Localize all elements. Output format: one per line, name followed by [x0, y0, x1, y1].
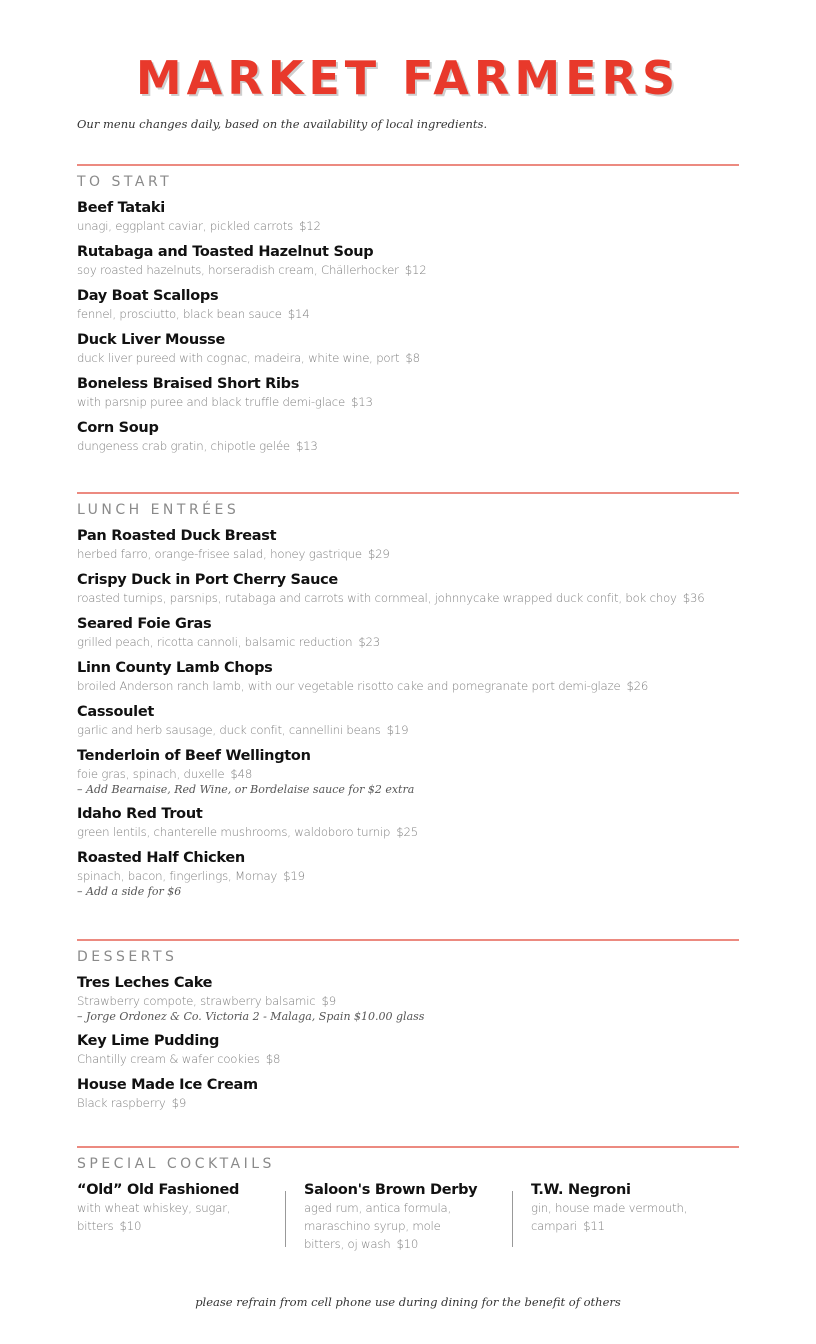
menu-item [77, 419, 739, 455]
menu-item [77, 527, 739, 563]
item-description: duck liver pureed with cognac, madeira, white wine, port $8 [77, 351, 420, 365]
item-price: $23 [358, 635, 381, 649]
column-divider [512, 1191, 513, 1247]
item-price: $11 [583, 1219, 605, 1233]
item-name: Duck Liver Mousse [77, 332, 226, 348]
item-name: Seared Foie Gras [77, 616, 212, 632]
item-name: “Old” Old Fashioned [77, 1182, 240, 1198]
cocktail-columns [77, 1181, 739, 1253]
item-name: Key Lime Pudding [77, 1033, 220, 1049]
section-divider [77, 164, 739, 166]
menu-item [77, 703, 739, 739]
item-description: Chantilly cream & wafer cookies $8 [77, 1052, 281, 1066]
item-price: $9 [171, 1096, 187, 1110]
item-description: broiled Anderson ranch lamb, with our vegetable risotto cake and pomegranate port demi-glaze $26 [77, 679, 649, 693]
item-price: $10 [119, 1219, 142, 1233]
item-price: $29 [367, 547, 390, 561]
menu-item [77, 659, 739, 695]
item-name: Idaho Red Trout [77, 806, 203, 822]
section-divider [77, 492, 739, 494]
item-description: with parsnip puree and black truffle demi-glace $13 [77, 395, 373, 409]
section-special-cocktails [77, 1146, 739, 1253]
menu-item [77, 1032, 739, 1068]
item-description: fennel, prosciutto, black bean sauce $14 [77, 307, 310, 321]
item-price: $9 [321, 994, 336, 1008]
restaurant-title: MARKET FARMERS [135, 51, 681, 105]
menu-item [77, 571, 739, 607]
item-name: House Made Ice Cream [77, 1077, 258, 1093]
item-price: $13 [350, 395, 373, 409]
item-description: dungeness crab gratin, chipotle gelée $13 [77, 439, 318, 453]
item-description: roasted turnips, parsnips, rutabaga and carrots with cornmeal, johnnycake wrapped duck confit, bok choy $36 [77, 591, 705, 605]
item-name: Boneless Braised Short Ribs [77, 376, 300, 392]
item-name: Tres Leches Cake [77, 975, 213, 991]
footer-note: please refrain from cell phone use during dining for the benefit of others [195, 1295, 621, 1309]
item-description: green lentils, chanterelle mushrooms, waldoboro turnip $25 [77, 825, 418, 839]
menu-item [77, 615, 739, 651]
item-name: Cassoulet [77, 704, 155, 720]
item-name: Saloon's Brown Derby [303, 1182, 478, 1198]
item-name: Beef Tataki [77, 200, 165, 216]
item-name: Day Boat Scallops [77, 288, 219, 304]
menu-item [77, 287, 739, 323]
item-name: T.W. Negroni [530, 1182, 631, 1198]
menu-item [77, 747, 739, 797]
item-name: Crispy Duck in Port Cherry Sauce [77, 572, 338, 588]
item-price: $8 [405, 351, 420, 365]
cocktail-item [304, 1181, 512, 1253]
item-name: Corn Soup [77, 420, 159, 436]
cocktail-item [77, 1181, 285, 1253]
menu-item [77, 974, 739, 1024]
item-price: $8 [265, 1052, 281, 1066]
item-description: foie gras, spinach, duxelle $48 [77, 767, 253, 781]
item-price: $48 [230, 767, 253, 781]
section-title: DESSERTS [77, 949, 178, 965]
menu-item [77, 1076, 739, 1112]
item-price: $36 [682, 591, 705, 605]
item-description: grilled peach, ricotta cannoli, balsamic reduction $23 [77, 635, 381, 649]
menu-tagline: Our menu changes daily, based on the availability of local ingredients. [77, 117, 488, 131]
section-divider [77, 939, 739, 941]
column-divider [285, 1191, 286, 1247]
item-description: unagi, eggplant caviar, pickled carrots $12 [77, 219, 321, 233]
menu-item [77, 331, 739, 367]
section-title: SPECIAL COCKTAILS [77, 1156, 275, 1172]
menu-item [77, 243, 739, 279]
menu-item [77, 375, 739, 411]
item-note: – Add Bearnaise, Red Wine, or Bordelaise sauce for $2 extra [77, 783, 415, 796]
item-price: $14 [287, 307, 310, 321]
item-description: aged rum, antica formula, maraschino syrup, mole bitters, oj wash $10 [303, 1201, 451, 1251]
item-price: $12 [404, 263, 427, 277]
section-title: LUNCH ENTRÉES [77, 502, 240, 518]
section-to-start [77, 164, 739, 455]
item-note: – Add a side for $6 [77, 885, 182, 898]
item-description: with wheat whiskey, sugar, bitters $10 [77, 1201, 231, 1233]
item-price: $13 [295, 439, 318, 453]
item-description: Strawberry compote, strawberry balsamic $9 [77, 994, 336, 1008]
menu-item [77, 849, 739, 899]
item-price: $26 [626, 679, 649, 693]
item-price: $19 [386, 723, 409, 737]
item-description: Black raspberry $9 [77, 1096, 187, 1110]
section-lunch-entrees [77, 492, 739, 899]
item-price: $12 [298, 219, 321, 233]
item-note: – Jorge Ordonez & Co. Victoria 2 - Malaga, Spain $10.00 glass [77, 1010, 425, 1023]
item-description: spinach, bacon, fingerlings, Mornay $19 [77, 869, 305, 883]
item-price: $19 [283, 869, 305, 883]
item-price: $25 [396, 825, 418, 839]
item-name: Pan Roasted Duck Breast [77, 528, 277, 544]
section-divider [77, 1146, 739, 1148]
item-description: herbed farro, orange-frisee salad, honey gastrique $29 [77, 547, 390, 561]
item-price: $10 [396, 1237, 419, 1251]
item-name: Linn County Lamb Chops [77, 660, 273, 676]
item-description: soy roasted hazelnuts, horseradish cream, Chällerhocker $12 [77, 263, 427, 277]
item-description: gin, house made vermouth, campari $11 [530, 1201, 688, 1233]
item-name: Tenderloin of Beef Wellington [77, 748, 311, 764]
menu-item [77, 805, 739, 841]
item-description: garlic and herb sausage, duck confit, cannellini beans $19 [77, 723, 409, 737]
cocktail-item [531, 1181, 739, 1253]
item-name: Rutabaga and Toasted Hazelnut Soup [77, 244, 374, 260]
menu-item [77, 199, 739, 235]
item-name: Roasted Half Chicken [77, 850, 245, 866]
section-desserts [77, 939, 739, 1112]
section-title: TO START [77, 174, 173, 190]
